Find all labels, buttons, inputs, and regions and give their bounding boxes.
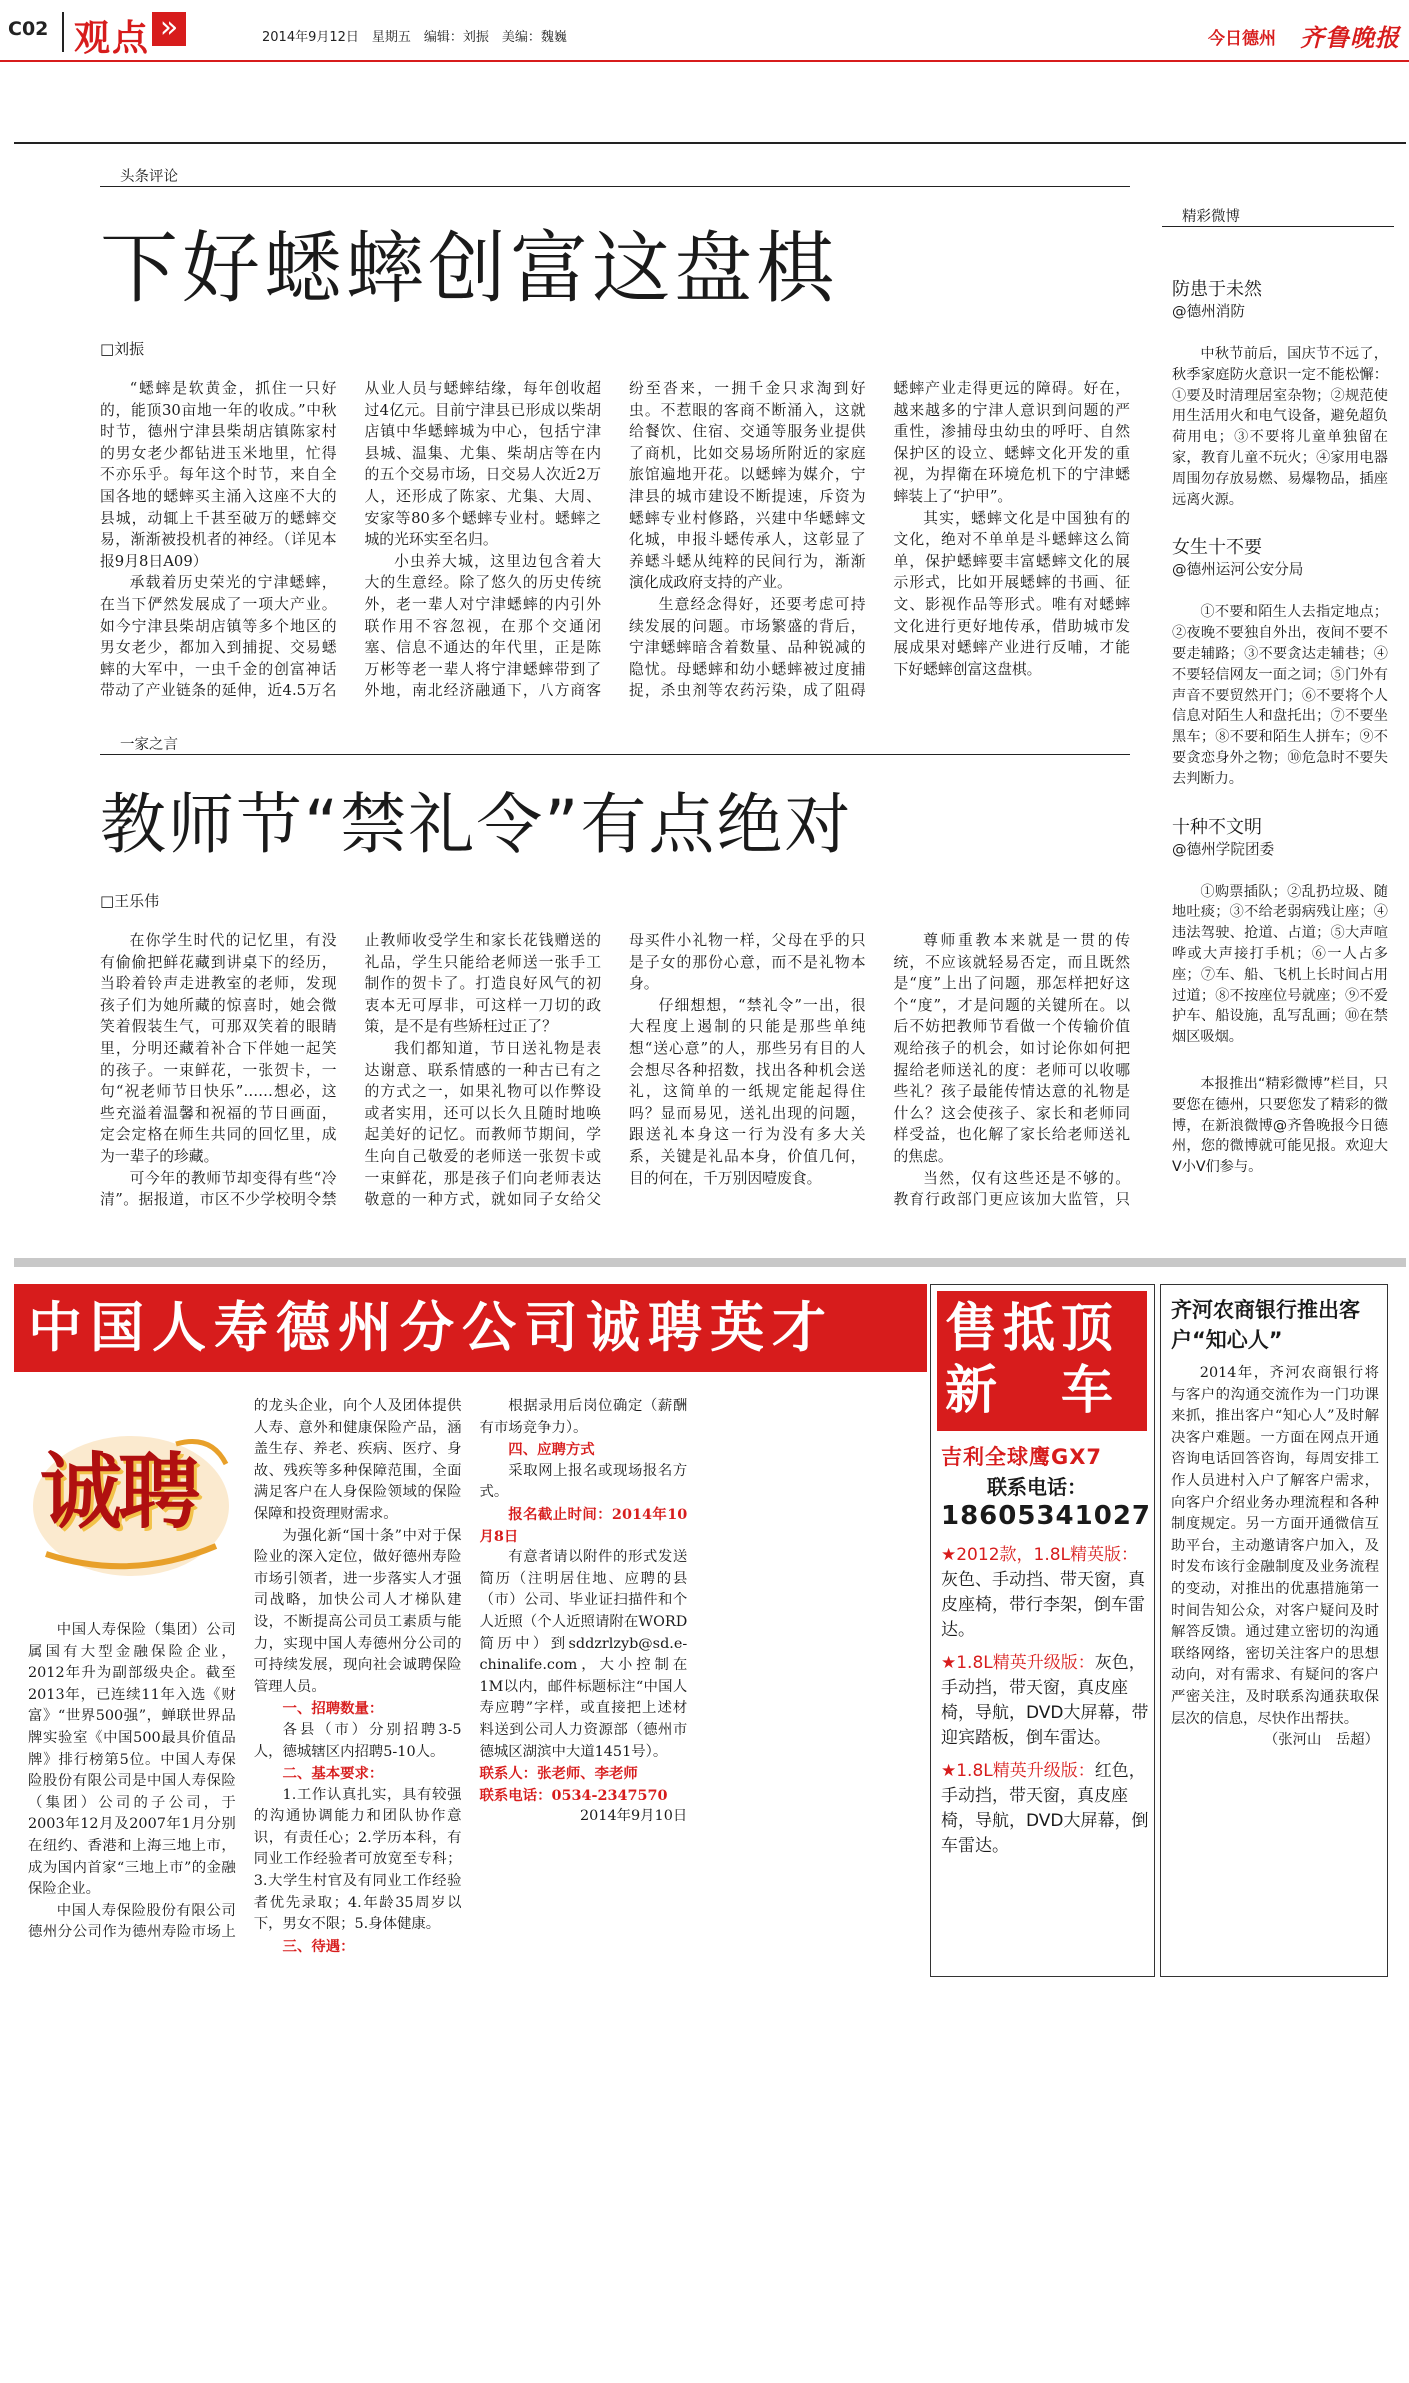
car-ad-list xyxy=(941,1543,1151,1859)
label-text: 一家之言 xyxy=(120,737,178,753)
section-label-opinion xyxy=(100,733,1130,755)
paper-logo: 齐鲁晚报 xyxy=(1300,23,1400,52)
insurance-s1: 各县（市）分别招聘3-5人，德城辖区内招聘5-10人。 xyxy=(253,1721,462,1760)
car-item xyxy=(941,1759,1151,1859)
car-ad-headline-2: 新 车 xyxy=(945,1361,1120,1421)
car-ad xyxy=(930,1284,1155,1977)
car-item-desc: 红色，手动挡，带天窗，真皮座椅，导航，DVD大屏幕，倒车雷达。 xyxy=(941,1761,1149,1856)
insurance-deadline: 报名截止时间：2014年10月8日 xyxy=(479,1505,688,1545)
insurance-ad-headline: 中国人寿德州分公司诚聘英才 xyxy=(28,1296,834,1359)
weibo-note: 本报推出“精彩微博”栏目，只要您在德州，只要您发了精彩的微博，在新浪微博@齐鲁晚报今日德州，您的微博就可能见报。欢迎大V小V们参与。 xyxy=(1172,1075,1388,1176)
section-label-headline xyxy=(100,165,1130,187)
article-2-byline: □王乐伟 xyxy=(100,892,160,910)
car-item-desc: 灰色、手动挡、带天窗，真皮座椅，带行李架，倒车雷达。 xyxy=(941,1570,1145,1640)
weibo-item-title: 十种不文明 xyxy=(1172,816,1262,838)
label-text: 头条评论 xyxy=(120,169,178,185)
car-ad-phone-label: 联系电话： xyxy=(987,1475,1087,1499)
weibo-item-title: 防患于未然 xyxy=(1172,279,1262,300)
insurance-ad xyxy=(14,1284,927,1977)
article-1-paragraph: 承载着历史荣光的宁津蟋蟀，在当下俨然发展成了一项大产业。如今宁津县柴胡店镇等多个地区的男女老少，都加入到捕捉、交易蟋蟀的大军中，一虫千金的创富神话带动了产业链条的延伸，近4.5万名从业人员与蟋蟀结缘，每年创收超过4亿元。目前宁津县已形成以柴胡店镇中华蟋蟀城为中心，包括宁津县城、温集、尤集、柴胡店等在内的五个交易市场，日交易人次近2万人，还形成了陈家、尤集、大周、安家等80多个蟋蟀专业村。蟋蟀之城的光环实至名归。 xyxy=(100,380,601,700)
masthead-divider xyxy=(62,12,64,52)
article-1-body xyxy=(100,378,1130,713)
insurance-s2-title: 二、基本要求： xyxy=(282,1765,384,1783)
weibo-label xyxy=(1162,205,1394,227)
section-title: 观点 xyxy=(74,18,151,59)
article-1-paragraph: “蟋蟀是软黄金，抓住一只好的，能顶30亩地一年的收成。”中秋时节，德州宁津县柴胡店镇陈家村的男女老少都钻进玉米地里，忙得不亦乐乎。每年这个时节，来自全国各地的蟋蟀买主涌入这座不大的县城，动辄上千甚至破万的蟋蟀交易，渐渐被投机者的神经。（详见本报9月8日A09） xyxy=(100,380,337,570)
badge-spacer xyxy=(28,1396,236,1620)
recruit-badge-text: 诚聘 xyxy=(40,1445,197,1540)
insurance-apply: 有意者请以附件的形式发送简历（注明居住地、应聘的县（市）公司、毕业证扫描件和个人近照（个人近照请附在WORD简历中）到sddzrlzyb@sd.e-chinalife.com，大小控制在1M以内，邮件标题标注“中国人寿应聘”字样，或直接把上述材料送到公司人力资源部（德州市德城区湖滨中大道1451号）。 xyxy=(479,1549,688,1760)
weibo-item xyxy=(1172,816,1388,1048)
insurance-contact: 联系人：张老师、李老师 xyxy=(479,1765,638,1783)
bank-news-title: 齐河农商银行推出客户“知心人” xyxy=(1171,1298,1360,1352)
car-item-desc: 灰色，手动挡，带天窗，真皮座椅，导航，DVD大屏幕，带迎宾踏板，倒车雷达。 xyxy=(941,1653,1149,1748)
masthead-rule xyxy=(0,60,1409,62)
insurance-s3-title: 三、待遇： xyxy=(282,1937,355,1955)
car-item xyxy=(941,1651,1151,1751)
article-2-paragraph: 尊师重教本来就是一贯的传统，不应该就轻易否定，而且既然是“度”上出了问题，那怎样把好这个“度”，才是问题的关键所在。以后不妨把教师节看做一个传输价值观给孩子的机会，如讨论你如何把握给老师送礼的度：老师可以收哪些礼？孩子最能传情达意的礼物是什么？这会使孩子、家长和老师同样受益，也化解了家长给老师送礼的焦虑。 xyxy=(893,932,1130,1165)
insurance-ad-body xyxy=(28,1396,913,1961)
weibo-item-account[interactable]: @德州运河公安分局 xyxy=(1172,561,1304,579)
weibo-item-account[interactable]: @德州学院团委 xyxy=(1172,840,1275,858)
weibo-item-text: ①购票插队；②乱扔垃圾、随地吐痰；③不给老弱病残让座；④违法驾驶、抢道、占道；⑤大声喧哗或大声接打手机；⑥一人占多座；⑦车、船、飞机上长时间占用过道；⑧不按座位号就座；⑨不爱护车、船设施，乱写乱画；⑩在禁烟区吸烟。 xyxy=(1172,883,1388,1046)
insurance-s3: 根据录用后岗位确定（薪酬有市场竞争力）。 xyxy=(479,1398,688,1436)
car-item-tag: ★2012款，1.8L精英版： xyxy=(941,1545,1139,1565)
bank-news xyxy=(1160,1284,1388,1977)
label-text: 精彩微博 xyxy=(1182,209,1240,225)
article-1-title: 下好蟋蟀创富这盘棋 xyxy=(100,224,839,314)
insurance-s4-title: 四、应聘方式 xyxy=(508,1441,595,1459)
bank-news-author: （张河山 岳超） xyxy=(1263,1732,1379,1749)
date-line: 2014年9月12日 星期五 编辑：刘振 美编：魏巍 xyxy=(262,30,567,45)
car-item-tag: ★1.8L精英升级版： xyxy=(941,1653,1095,1673)
insurance-s1-title: 一、招聘数量： xyxy=(282,1700,384,1718)
weibo-item-text: 中秋节前后，国庆节不远了，秋季家庭防火意识一定不能松懈：①要及时清理居室杂物；②规范使用生活用火和电气设备，避免超负荷用电；③不要将儿童单独留在家，教育儿童不玩火；④家用电器周围勿存放易燃、易爆物品，插座远离火源。 xyxy=(1172,346,1388,508)
insurance-intro: 中国人寿保险（集团）公司属国有大型金融保险企业，2012年升为副部级央企。截至2013年，已连续11年入选《财富》“世界500强”，蝉联世界品牌实验室《中国500最具价值品牌》排行榜第5位。中国人寿保险股份有限公司是中国人寿保险（集团）公司的子公司，于2003年12月及2007年1月分别在纽约、香港和上海三地上市，成为国内首家“三地上市”的金融保险企业。 xyxy=(28,1622,236,1898)
car-item-tag: ★1.8L精英升级版： xyxy=(941,1761,1095,1781)
weibo-item xyxy=(1172,536,1388,789)
article-1-byline: □刘振 xyxy=(100,340,145,358)
car-item xyxy=(941,1543,1151,1643)
insurance-date: 2014年9月10日 xyxy=(579,1808,688,1825)
top-rule xyxy=(14,142,1406,144)
car-ad-phone[interactable]: 18605341027 xyxy=(941,1501,1151,1531)
article-2-paragraph: 可今年的教师节却变得有些“冷清”。据报道，市区不少学校明令禁止教师收受学生和家长花钱赠送的礼品，学生只能给老师送一张手工制作的贺卡了。打造良好风气的初衷本无可厚非，可这样一刀切的政策，是不是有些矫枉过正了？ xyxy=(100,932,601,1209)
weibo-item xyxy=(1172,278,1388,510)
insurance-s4: 采取网上报名或现场报名方式。 xyxy=(479,1462,688,1501)
article-1-paragraph: 其实，蟋蟀文化是中国独有的文化，绝对不单单是斗蟋蟀这么简单，保护蟋蟀要丰富蟋蟀文化的展示形式，比如开展蟋蟀的书画、征文、影视作品等形式。唯有对蟋蟀文化进行更好地传承，借助城市发展成果对蟋蟀产业进行反哺，才能下好蟋蟀创富这盘棋。 xyxy=(893,509,1130,678)
weibo-item-text: ①不要和陌生人去指定地点；②夜晚不要独自外出，夜间不要不要走辅路；③不要贪达走辅巷；④不要轻信网友一面之词；⑤门外有声音不要贸然开门；⑥不要将个人信息对陌生人和盘托出；⑦不要坐黑车；⑧不要和陌生人拼车；⑨不要贪恋身外之物；⑩危急时不要失去判断力。 xyxy=(1172,604,1388,787)
weibo-item-title: 女生十不要 xyxy=(1172,537,1262,559)
weibo-item-account[interactable]: @德州消防 xyxy=(1172,303,1245,320)
insurance-s2: 1.工作认真扎实，具有较强的沟通协调能力和团队协作意识，有责任心；2.学历本科，有同业工作经验者可放宽至专科；3.大学生村官及有同业工作经验者优先录取；4.年龄35周岁以下，男女不限；5.身体健康。 xyxy=(253,1786,462,1933)
article-2-paragraph: 仔细想想，“禁礼令”一出，很大程度上遏制的只能是那些单纯想“送心意”的人，那些另有目的人会想尽各种招数，找出各种机会送礼，这简单的一纸规定能起得住吗？显而易见，送礼出现的问题，跟送礼本身这一行为没有多大关系，关键是礼品本身，价值几何，目的何在，千万别因噎废食。 xyxy=(629,996,866,1187)
page-number: C02 xyxy=(8,18,49,40)
ads-divider xyxy=(14,1258,1406,1267)
insurance-p3: 为强化新“国十条”中对于保险业的深入定位，做好德州寿险市场引领者，进一步落实人才强司战略，加快公司人才梯队建设，不断提高公司员工素质与能力，实现中国人寿德州分公司的可持续发展，现向社会诚聘保险管理人员。 xyxy=(253,1527,462,1695)
article-2-paragraph: 在你学生时代的记忆里，有没有偷偷把鲜花藏到讲桌下的经历，当聆着铃声走进教室的老师，发现孩子们为她所藏的惊喜时，她会微笑着假装生气，可那双笑着的眼睛里，分明还藏着补合下伴她一起笑的孩子。一束鲜花，一张贺卡，一句“祝老师节日快乐”……想必，这些充溢着温馨和祝福的节日画面，定会定格在师生共同的回忆里，成为一辈子的珍藏。 xyxy=(100,932,337,1165)
article-2-title: 教师节“禁礼令”有点绝对 xyxy=(100,786,853,863)
weibo-column xyxy=(1172,278,1388,1178)
bank-news-body xyxy=(1171,1363,1379,1752)
article-2-body xyxy=(100,930,1130,1222)
article-2-paragraph: 当然，仅有这些还是不够的。教育行政部门更应该加大监管，只 xyxy=(893,1169,1130,1209)
car-ad-headline-1: 售抵顶 xyxy=(945,1299,1120,1359)
article-2-paragraph: 我们都知道，节日送礼物是表达谢意、联系情感的一种古已有之的方式之一，如果礼物可以作弊设或者实用，还可以长久且随时地唤起美好的记忆。而教师节期间，学生向自己敬爱的老师送一张贺卡或一束鲜花，那是孩子们向老师表达敬意的一种方式，就如同子女给父母买件小礼物一样，父母在乎的只是子女的那份心意，而不是礼物本身。 xyxy=(364,932,866,1209)
section-arrow-icon: » xyxy=(152,12,186,46)
insurance-p2: 中国人寿保险股份有限公司德州分公司作为德州寿险市场上的龙头企业，向个人及团体提供人寿、意外和健康保险产品，涵盖生存、养老、疾病、医疗、身故、残疾等多种保障范围，全面满足客户在人身保险领域的保险保障和投资理财需求。 xyxy=(28,1398,462,1941)
car-ad-model: 吉利全球鹰GX7 xyxy=(941,1445,1103,1469)
bank-news-text: 2014年，齐河农商银行将与客户的沟通交流作为一门功课来抓，推出客户“知心人”及时解决客户难题。一方面在网点开通咨询电话回答咨询，每周安排工作人员进村入户了解客户需求，向客户介绍业务办理流程和各种制度规定。另一方面开通微信互助平台，主动邀请客户加入，及时发布该行金融制度及业务流程的变动，对推出的优惠措施第一时间告知公众，对客户疑问及时解答反馈。通过建立密切的沟通联络网络，密切关注客户的思想动向，对有需求、有疑问的客户严密关注，及时联系沟通获取保层次的信息，尽快作出帮扶。 xyxy=(1171,1365,1379,1727)
article-1-paragraph: 小虫养大城，这里边包含着大大的生意经。除了悠久的历史传统外，老一辈人对宁津蟋蟀的内引外联作用不容忽视，在那个交通闭塞、信息不通达的年代里，正是陈万彬等老一辈人将宁津蟋蟀带到了外地，南北经济融通下，八方商客纷至沓来，一拥千金只求淘到好虫。不惹眼的客商不断涌入，这就给餐饮、住宿、交通等服务业提供了商机，比如交易场所附近的家庭旅馆遍地开花。以蟋蟀为媒介，宁津县的城市建设不断提速，斥资为蟋蟀专业村修路，兴建中华蟋蟀文化城，申报斗蟋传承人，这彰显了养蟋斗蟋从纯粹的民间行为，渐渐演化成政府支持的产业。 xyxy=(364,380,866,700)
insurance-phone: 联系电话：0534-2347570 xyxy=(479,1786,668,1804)
edition-name: 今日德州 xyxy=(1208,29,1276,49)
article-1-paragraph: 生意经念得好，还要考虑可持续发展的问题。市场繁盛的背后，宁津蟋蟀暗含着数量、品种锐减的隐忧。母蟋蟀和幼小蟋蟀被过度捕捉，杀虫剂等农药污染，成了阻碍蟋蟀产业走得更远的障碍。好在，越来越多的宁津人意识到问题的严重性，渗捕母虫幼虫的呼吁、自然保护区的设立、蟋蟀文化开发的重视，为捍衛在环境危机下的宁津蟋蟀装上了“护甲”。 xyxy=(629,380,1130,700)
